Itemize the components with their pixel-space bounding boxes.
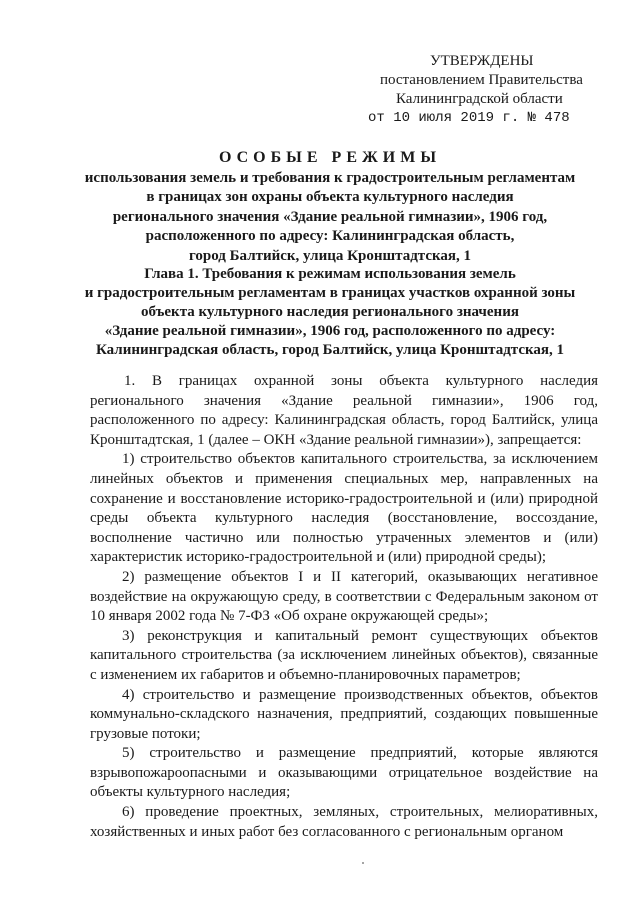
chapter-line: «Здание реальной гимназии», 1906 год, расположенного по адресу: (104, 323, 556, 339)
chapter-line: Калининградская область, город Балтийск, улица Кронштадтская, 1 (95, 342, 565, 358)
chapter-line: объекта культурного наследия регионального значения (141, 304, 519, 320)
title-line: использования земель и требования к градостроительным регламентам (84, 169, 576, 186)
paragraph-item-1: 1) строительство объектов капитального строительства, за исключением линейных объектов и применения специальных мер, направленных на сохранение и восстановление историко-градостроительной и (или) природной среды объекта культурного наследия (восстановление, воссоздание, восполнение частично или полностью утраченных элементов и (или) характеристик историко-градостроительной и (или) природной среды); (90, 451, 598, 566)
chapter-line: и градостроительным регламентам в границах участков охранной зоны (84, 285, 576, 301)
chapter-line: Глава 1. Требования к режимам использования земель (144, 266, 516, 282)
title-line: город Балтийск, улица Кронштадтская, 1 (188, 247, 472, 264)
document-title (60, 148, 600, 266)
paragraph-1: 1. В границах охранной зоны объекта культурного наследия регионального значения «Здание реальной гимназии», 1906 год, расположенного по адресу: Калининградская область, город Балтийск, улица Кронштадтская, 1 (далее – ОКН «Здание реальной гимназии»), запрещается: (90, 373, 598, 448)
approval-heading: УТВЕРЖДЕНЫ (430, 53, 534, 69)
document-body (90, 372, 598, 842)
approval-line-region: Калининградской области (396, 91, 563, 107)
paragraph-item-3: 3) реконструкция и капитальный ремонт существующих объектов капитального строительства (за исключением линейных объектов), связанные с изменением их габаритов и объемно-планировочных параметров; (90, 627, 598, 683)
approval-line-decree: постановлением Правительства (380, 72, 583, 88)
title-line: в границах зон охраны объекта культурного наследия (146, 189, 514, 205)
approval-line-date: от 10 июля 2019 г. № 478 (368, 110, 570, 126)
title-line: регионального значения «Здание реальной гимназии», 1906 год, (112, 208, 548, 225)
paragraph-item-4: 4) строительство и размещение производственных объектов, объектов коммунально-складского назначения, предприятий, создающих повышенные грузовые потоки; (90, 686, 598, 742)
paragraph-item-5: 5) строительство и размещение предприятий, которые являются взрывопожароопасными и оказывающими отрицательное воздействие на объекты культурного наследия; (90, 745, 598, 801)
title-heading: ОСОБЫЕ РЕЖИМЫ (218, 149, 442, 166)
chapter-heading (55, 265, 605, 360)
scan-speck (362, 862, 364, 864)
paragraph-item-2: 2) размещение объектов I и II категорий, оказывающих негативное воздействие на окружающую среду, в соответствии с Федеральным законом от 10 января 2002 года № 7-ФЗ «Об охране окружающей среды»; (90, 568, 598, 625)
title-line: расположенного по адресу: Калининградская область, (145, 228, 515, 244)
paragraph-item-6: 6) проведение проектных, земляных, строительных, мелиоративных, хозяйственных и иных работ без согласованного с региональным органом (90, 804, 598, 840)
approval-stamp (360, 52, 610, 128)
